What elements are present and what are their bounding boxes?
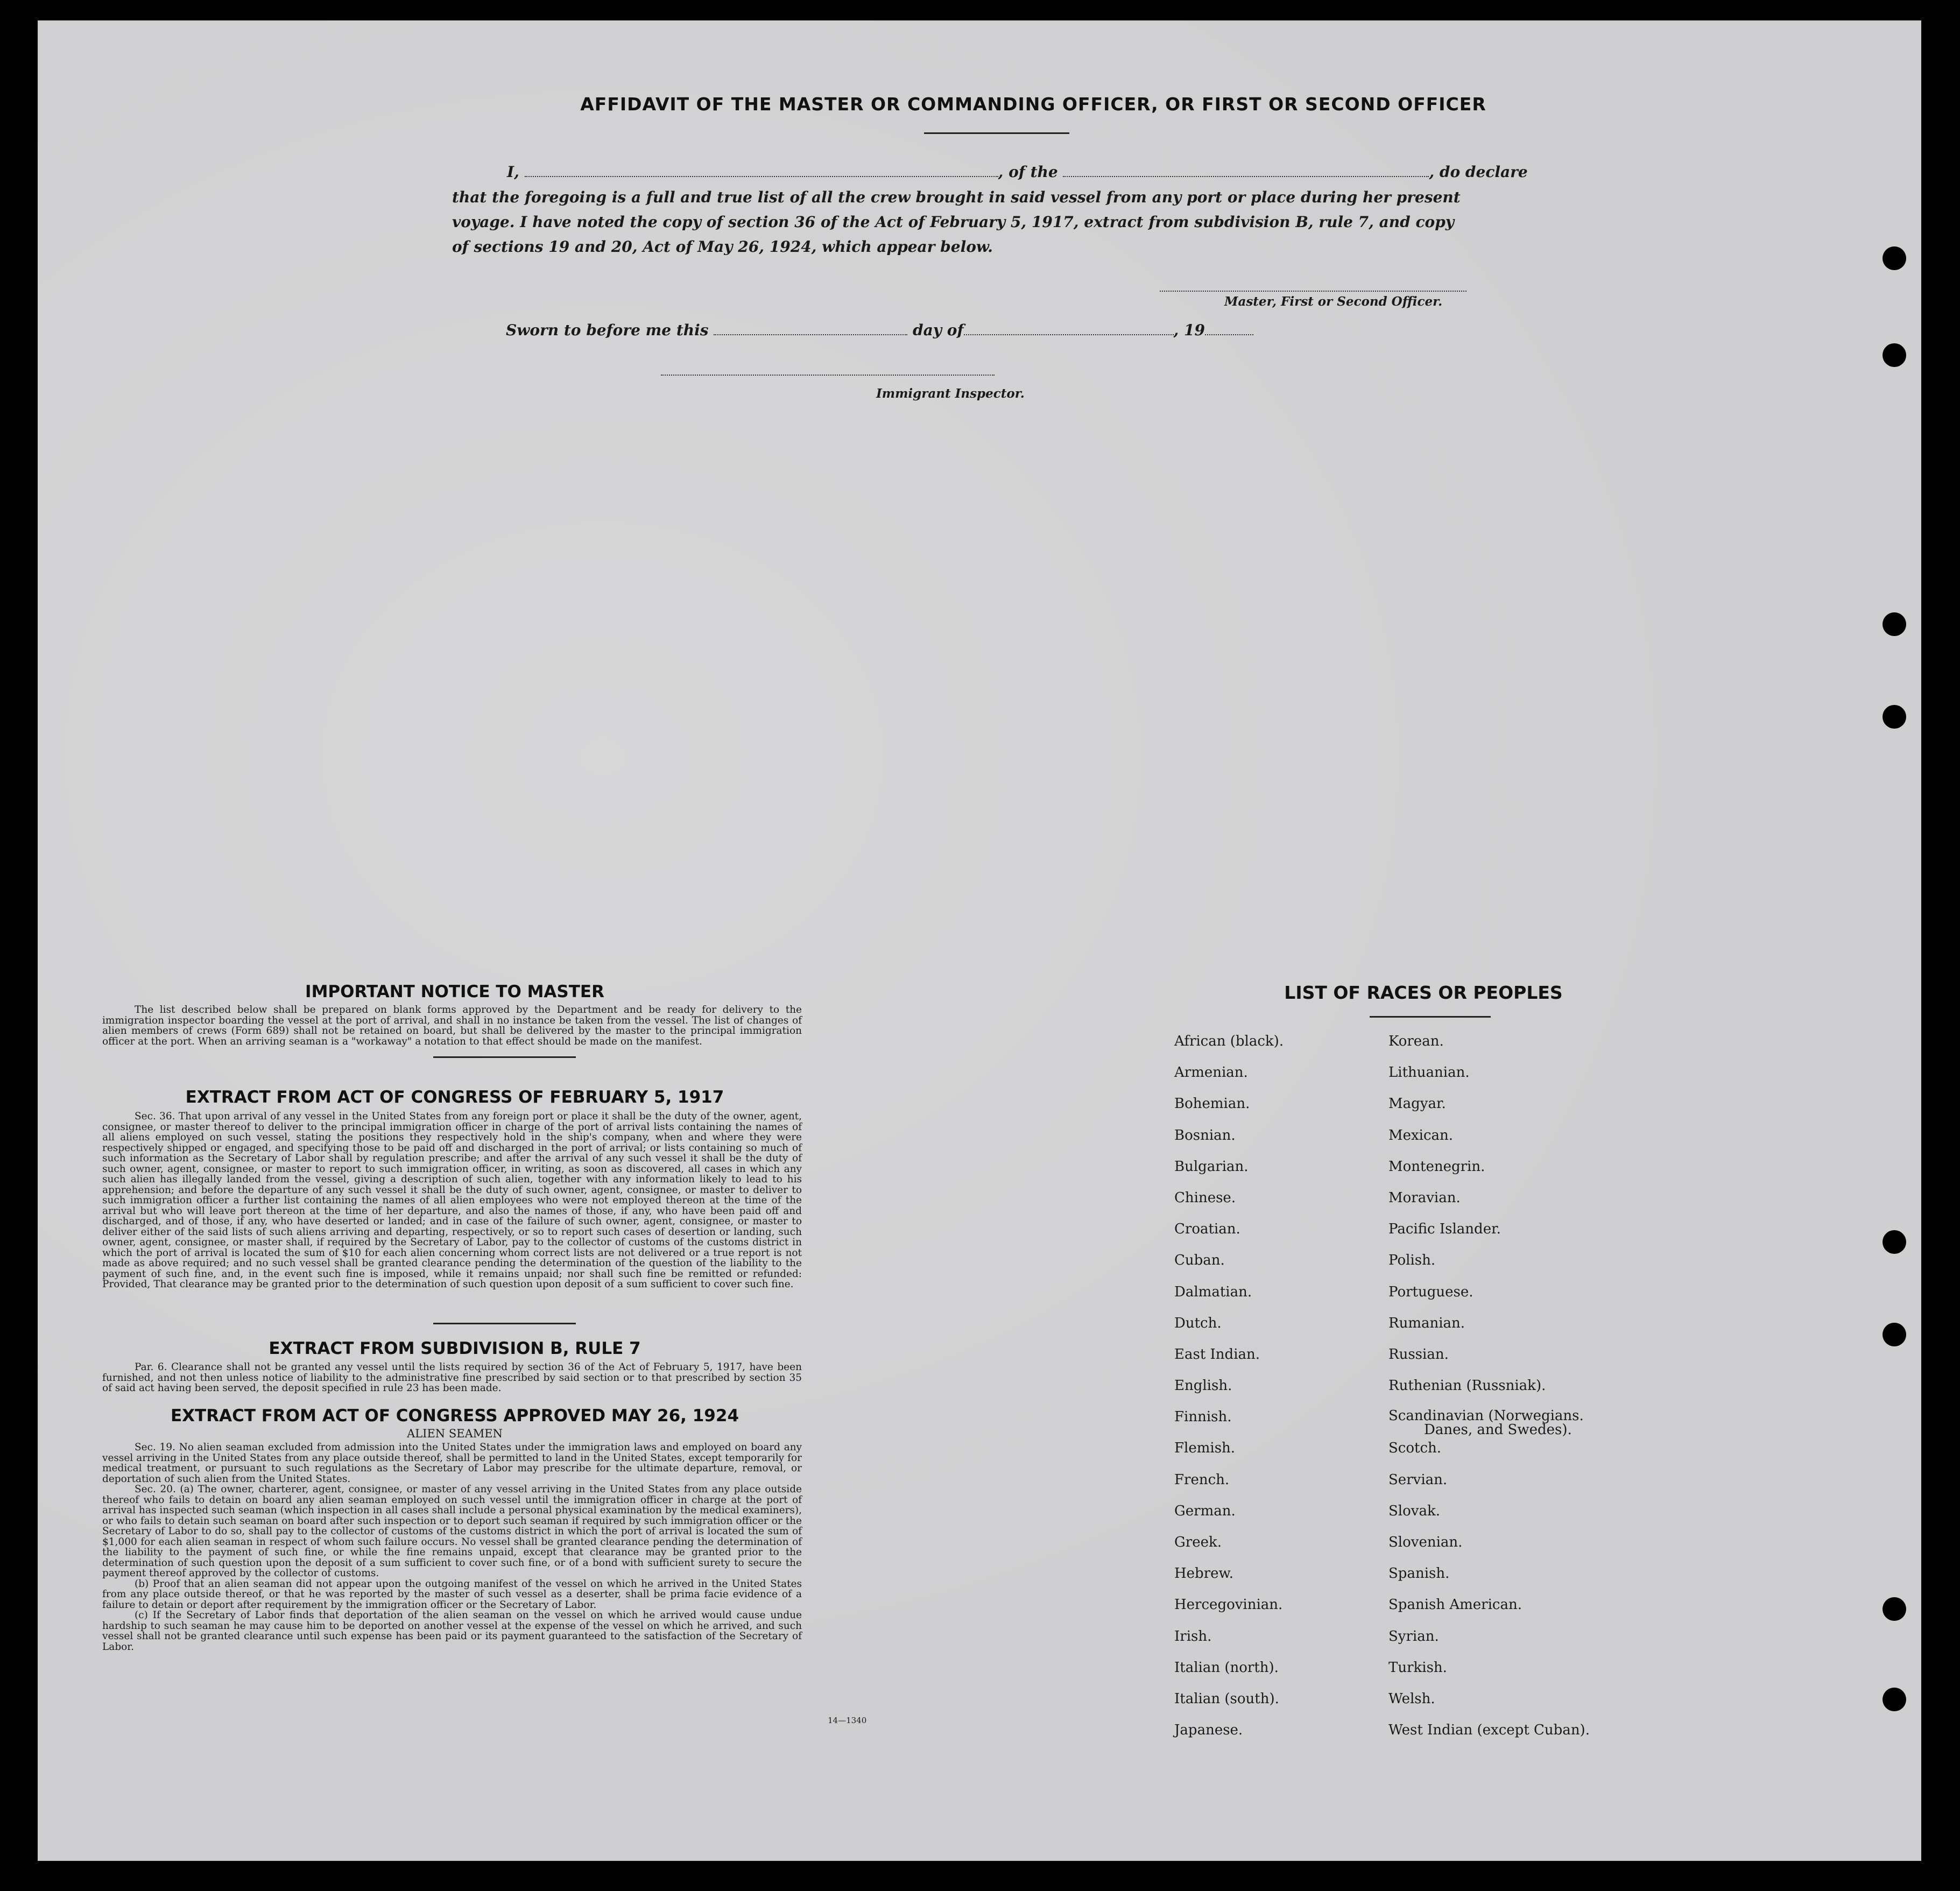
races-column-2 <box>1388 1033 1641 1753</box>
sworn-day-field[interactable] <box>714 334 907 335</box>
inspector-signature-line[interactable] <box>661 375 995 376</box>
master-signature-line[interactable] <box>1160 291 1467 292</box>
race-item: Moravian. <box>1388 1189 1461 1206</box>
race-item: Bosnian. <box>1174 1127 1236 1144</box>
punch-hole <box>1883 612 1906 636</box>
alien-seamen-subtitle: ALIEN SEAMEN <box>407 1427 503 1440</box>
race-item: Cuban. <box>1174 1252 1225 1269</box>
notice-body: The list described below shall be prepared on blank forms approved by the Department and be ready for delivery to the immigration inspector boarding the vessel at the port of arrival, and shall in no instance be taken from the vessel. The list of changes of alien members of crews (Form 689) shall not be retained on board, but shall be delivered by the master to the principal immigration officer at the port. When an arriving seaman is a "workaway" a notation to that effect should be made on the manifest. <box>102 1004 802 1047</box>
race-item: Syrian. <box>1388 1628 1439 1645</box>
punch-hole <box>1883 705 1906 729</box>
vessel-field[interactable] <box>1063 176 1429 177</box>
race-item: Croatian. <box>1174 1221 1240 1238</box>
race-item: Hebrew. <box>1174 1565 1233 1582</box>
race-item: Ruthenian (Russniak). <box>1388 1378 1546 1394</box>
race-item: Irish. <box>1174 1628 1212 1645</box>
race-item: Russian. <box>1388 1346 1449 1363</box>
sec-20a: Sec. 20. (a) The owner, charterer, agent, consignee, or master of any vessel arriving in the United States from any place outside thereof who fails to detain on board any alien seaman employed on such vessel until the immigration officer in charge at the port of arrival has inspected such seaman (which inspection in all cases shall include a personal physical examination by the medical examiners), or who fails to detain such seaman on board after such inspection or to deport such seaman if required by such immigration officer or the Secretary of Labor to do so, shall pay to the collector of customs of the customs district in which the port of arrival is located the sum of $1,000 for each alien seaman in respect of whom such failure occurs. No vessel shall be granted clearance pending the determination of the liability to the payment of such fine, or while the fine remains unpaid, except that clearance may be granted prior to the determination of such question upon the deposit of a sum sufficient to cover such fine, or of a bond with sufficient surety to secure the payment thereof approved by the collector of customs. <box>102 1484 802 1579</box>
inspector-signature-label: Immigrant Inspector. <box>876 386 1025 401</box>
race-item: East Indian. <box>1174 1346 1260 1363</box>
race-item: Italian (south). <box>1174 1690 1279 1707</box>
subdivision-b-title: EXTRACT FROM SUBDIVISION B, RULE 7 <box>269 1339 641 1358</box>
divider-1 <box>433 1056 576 1058</box>
sworn-line <box>506 321 1253 339</box>
sworn-year-field[interactable] <box>1205 334 1253 335</box>
declaration-line-1 <box>507 163 1556 181</box>
race-item: Chinese. <box>1174 1189 1236 1206</box>
sworn-label: Sworn to before me this <box>506 321 709 339</box>
race-item: Slovak. <box>1388 1502 1440 1519</box>
race-item-scandinavian <box>1388 1409 1641 1440</box>
affidavit-title: AFFIDAVIT OF THE MASTER OR COMMANDING OFFICER, OR FIRST OR SECOND OFFICER <box>580 94 1486 115</box>
race-item: Italian (north). <box>1174 1659 1279 1676</box>
race-item: Lithuanian. <box>1388 1064 1470 1081</box>
race-item: Dutch. <box>1174 1315 1222 1331</box>
race-item: Bulgarian. <box>1174 1158 1249 1175</box>
race-item: Montenegrin. <box>1388 1158 1485 1175</box>
race-item: West Indian (except Cuban). <box>1388 1722 1590 1739</box>
declaration-line-4: of sections 19 and 20, Act of May 26, 1924, which appear below. <box>452 238 993 256</box>
punch-hole <box>1883 1597 1906 1621</box>
sec-20b: (b) Proof that an alien seaman did not appear upon the outgoing manifest of the vessel on which he arrived in the United States from any place outside thereof, or that he was reported by the master of such vessel as a deserter, shall be prima facie evidence of a failure to detain or deport after requirement by the immigration officer or the Secretary of Labor. <box>102 1578 802 1611</box>
sworn-day-of: day of <box>913 321 964 339</box>
race-item: Scotch. <box>1388 1440 1442 1457</box>
race-item: German. <box>1174 1502 1236 1519</box>
race-item: Slovenian. <box>1388 1534 1463 1550</box>
race-item-continuation: Danes, and Swedes). <box>1424 1422 1572 1438</box>
race-item: Hercegovinian. <box>1174 1597 1283 1613</box>
race-item: French. <box>1174 1471 1230 1488</box>
punch-hole <box>1883 343 1906 367</box>
race-item: Greek. <box>1174 1534 1222 1550</box>
race-item: Korean. <box>1388 1033 1444 1049</box>
race-item: Pacific Islander. <box>1388 1221 1501 1238</box>
master-signature-label: Master, First or Second Officer. <box>1224 294 1443 309</box>
race-item: English. <box>1174 1378 1232 1394</box>
races-title: LIST OF RACES OR PEOPLES <box>1284 982 1563 1003</box>
notice-title: IMPORTANT NOTICE TO MASTER <box>305 982 604 1001</box>
punch-hole <box>1883 1688 1906 1711</box>
race-item: Servian. <box>1388 1471 1448 1488</box>
race-item: Spanish. <box>1388 1565 1450 1582</box>
race-item: Scandinavian (Norwegians. <box>1388 1408 1584 1424</box>
sworn-year-prefix: , 19 <box>1173 321 1205 339</box>
title-underline <box>924 132 1069 134</box>
name-field[interactable] <box>525 176 998 177</box>
punch-hole <box>1883 1323 1906 1346</box>
extract-1924-title: EXTRACT FROM ACT OF CONGRESS APPROVED MAY 26, 1924 <box>170 1406 739 1426</box>
race-item: Rumanian. <box>1388 1315 1465 1331</box>
race-item: Spanish American. <box>1388 1597 1522 1613</box>
race-item: African (black). <box>1174 1033 1284 1049</box>
declaration-line-2: that the foregoing is a full and true list of all the crew brought in said vessel from any port or place during her present <box>452 188 1461 206</box>
sec-19: Sec. 19. No alien seaman excluded from admission into the United States under the immigration laws and employed on board any vessel arriving in the United States from any place outside thereof, shall be permitted to land in the United States, except temporarily for medical treatment, or pursuant to such regulations as the Secretary of Labor may prescribe for the ultimate departure, removal, or deportation of such alien from the United States. <box>102 1442 802 1485</box>
race-item: Mexican. <box>1388 1127 1454 1144</box>
race-item: Polish. <box>1388 1252 1436 1269</box>
sworn-month-field[interactable] <box>964 334 1174 335</box>
race-item: Welsh. <box>1388 1690 1435 1707</box>
document-page <box>38 20 1921 1861</box>
races-column-1 <box>1174 1033 1379 1753</box>
race-item: Armenian. <box>1174 1064 1248 1081</box>
sec-20c: (c) If the Secretary of Labor finds that deportation of the alien seaman on the vessel on which he arrived would cause undue hardship to such seaman he may cause him to be deported on another vessel at the expense of the vessel on which he arrived, and such vessel shall not be granted clearance until such expense has been paid or its payment guaranteed to the satisfaction of the Secretary of Labor. <box>102 1610 802 1653</box>
declaration-do-declare: , do declare <box>1429 163 1528 181</box>
race-item: Turkish. <box>1388 1659 1447 1676</box>
race-item: Magyar. <box>1388 1096 1446 1112</box>
race-item: Portuguese. <box>1388 1283 1473 1300</box>
race-item: Flemish. <box>1174 1440 1236 1457</box>
extract-1924-body <box>102 1442 802 1652</box>
race-item: Japanese. <box>1174 1722 1243 1739</box>
punch-hole <box>1883 246 1906 270</box>
declaration-of-the: , of the <box>998 163 1058 181</box>
extract-1917-title: EXTRACT FROM ACT OF CONGRESS OF FEBRUARY 5, 1917 <box>185 1088 724 1107</box>
divider-2 <box>433 1323 576 1324</box>
declaration-line-3: voyage. I have noted the copy of section 36 of the Act of February 5, 1917, extract from subdivision B, rule 7, and copy <box>452 213 1455 231</box>
race-item: Finnish. <box>1174 1409 1232 1426</box>
race-item: Bohemian. <box>1174 1096 1250 1112</box>
form-number: 14—1340 <box>828 1716 867 1725</box>
races-underline <box>1370 1016 1491 1018</box>
subdivision-b-body: Par. 6. Clearance shall not be granted any vessel until the lists required by section 36 of the Act of February 5, 1917, have been furnished, and not then unless notice of liability to the administrative fine prescribed by said section or to that prescribed by section 35 of said act having been served, the deposit specified in rule 23 has been made. <box>102 1361 802 1394</box>
punch-hole <box>1883 1230 1906 1254</box>
extract-1917-body: Sec. 36. That upon arrival of any vessel in the United States from any foreign port or place it shall be the duty of the owner, agent, consignee, or master thereof to deliver to the principal immigration officer in charge of the port of arrival lists containing the names of all aliens employed on such vessel, stating the positions they respectively hold in the ship's company, when and where they were respectively shipped or engaged, and specifying those to be paid off and discharged in the port of arrival; or lists containing so much of such information as the Secretary of Labor shall by regulation prescribe; and after the arrival of any such vessel it shall be the duty of such owner, agent, consignee, or master to report to such immigration officer, in writing, as soon as discovered, all cases in which any such alien has illegally landed from the vessel, giving a description of such alien, together with any information likely to lead to his apprehension; and before the departure of any such vessel it shall be the duty of such owner, agent, consignee, or master to deliver to such immigration officer a further list containing the names of all alien employees who were not employed thereon at the time of the arrival but who will leave port thereon at the time of her departure, and also the names of those, if any, who have been paid off and discharged, and of those, if any, who have deserted or landed; and in case of the failure of such owner, agent, consignee, or master to deliver either of the said lists of such aliens arriving and departing, respectively, or so to report such cases of desertion or landing, such owner, agent, consignee, or master shall, if required by the Secretary of Labor, pay to the collector of customs of the customs district in which the port of arrival is located the sum of $10 for each alien concerning whom correct lists are not delivered or a true report is not made as above required; and no such vessel shall be granted clearance pending the determination of the question of the liability to the payment of such fine, and, in the event such fine is imposed, while it remains unpaid; nor shall such fine be remitted or refunded: Provided, That clearance may be granted prior to the determination of such question upon deposit of a sum sufficient to cover such fine. <box>102 1111 802 1290</box>
declaration-i: I, <box>507 163 519 181</box>
race-item: Dalmatian. <box>1174 1283 1252 1300</box>
